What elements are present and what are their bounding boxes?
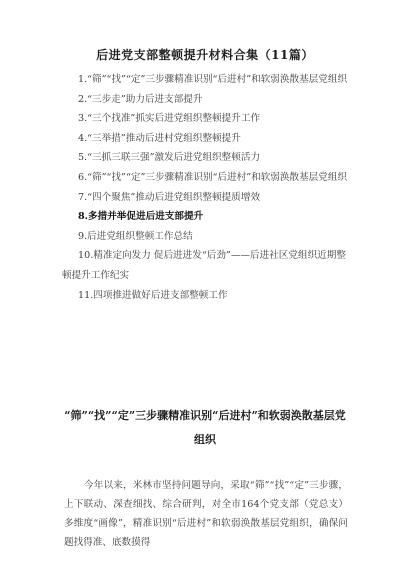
table-of-contents — [62, 70, 352, 305]
toc-item-9: 9.后进党组织整顿工作总结 — [78, 230, 193, 242]
toc-item-8: 8.多措并举促进后进支部提升 — [78, 211, 204, 223]
toc-item-7: 7.“四个聚焦”推动后进党组织整顿提质增效 — [78, 191, 261, 203]
section-title: “筛”“找”“定”三步骤精准识别“后进村”和软弱涣散基层党组织 — [64, 409, 346, 446]
toc-item-5: 5.“三抓三联三强”激发后进党组织整顿活力 — [78, 152, 261, 164]
toc-item-4: 4.“三举措”推动后进村党组织整顿提升 — [78, 132, 241, 144]
toc-title: 后进党支部整顿提升材料合集（11篇） — [96, 48, 314, 62]
toc-item-1: 1.“筛”“找”“定”三步骤精准识别“后进村”和软弱涣散基层党组织 — [78, 74, 348, 85]
section-body-paragraph: 今年以来，米林市坚持问题导向，采取“筛”“找”“定”三步骤，上下联动、深查细找、综合研判，对全市164个党支部（党总支）多维度“画像”，精准识别“后进村”和软弱涣散基层党组织，确保问题找得准、底数摸得 — [64, 479, 348, 549]
toc-item-10: 10.精准定向发力 促后进进发“后劲”——后进社区党组织近期整顿提升工作纪实 — [62, 250, 346, 281]
toc-item-6: 6.“筛”“找”“定”三步骤精准识别“后进村”和软弱涣散基层党组织 — [78, 171, 348, 183]
toc-item-3: 3.“三个找准”抓实后进党组织整顿提升工作 — [78, 113, 261, 125]
toc-item-11: 11.四项推进做好后进支部整顿工作 — [78, 289, 228, 301]
toc-item-2: 2.“三步走”助力后进支部提升 — [78, 93, 203, 105]
